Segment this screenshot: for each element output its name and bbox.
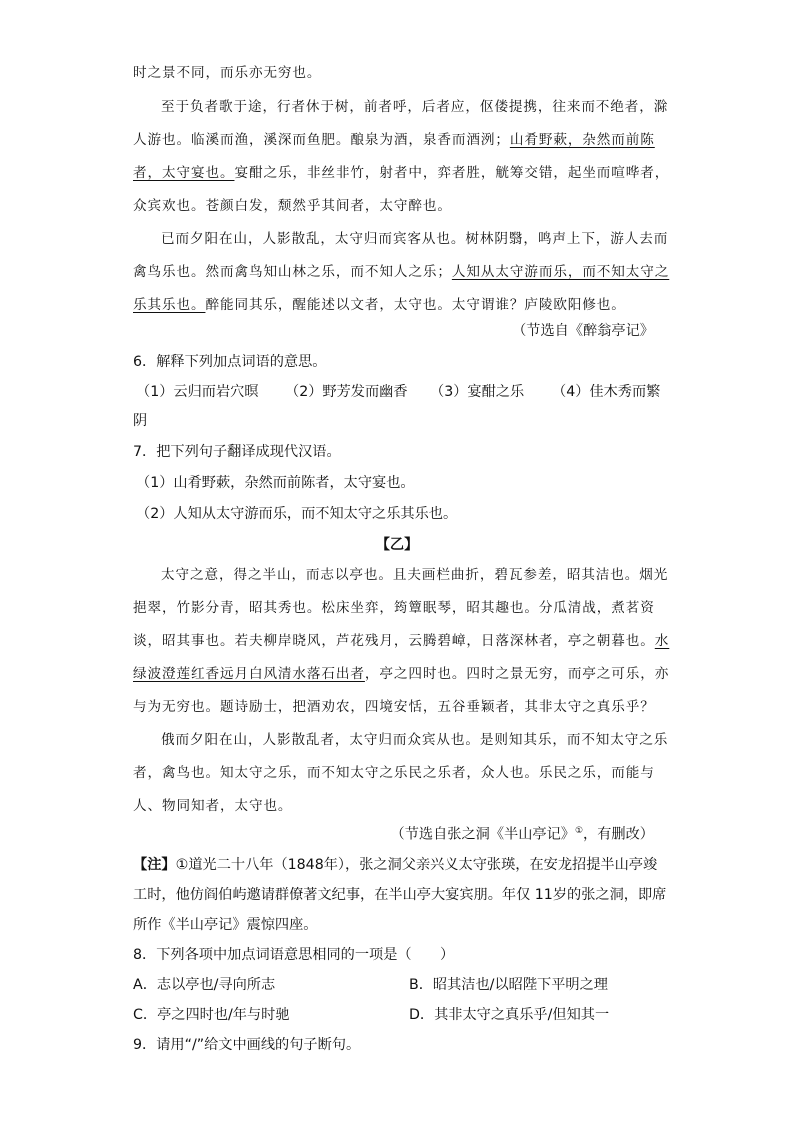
- footnote-mark: ①: [175, 857, 189, 873]
- jia-line: 已而夕阳在山，人影散乱，太守归而宾客从也。树林阴翳，鸣声上下，游人去而: [161, 231, 669, 247]
- yi-line: 俄而夕阳在山，人影散乱者，太守归而众宾从也。是则知其乐，而不知太守之乐: [161, 732, 669, 748]
- q8-option-a: A．志以亭也/寻向所志: [133, 977, 276, 993]
- jia-line: 至于负者歌于途，行者休于树，前者呼，后者应，伛偻提携，往来而不绝者，滁: [161, 99, 669, 115]
- jia-line: 禽鸟乐也。然而禽鸟知山林之乐，而不知人之乐；人知从太守游而乐，而不知太守之: [133, 264, 670, 280]
- q8-option-b: B．昭其洁也/以昭陛下平明之理: [409, 977, 608, 993]
- underlined-sentence: 山肴野蔌，杂然而前陈: [509, 132, 655, 148]
- note-label: 【注】: [133, 857, 176, 873]
- underlined-sentence: 者，太守宴也。: [133, 165, 235, 181]
- q6-item-4: （4）佳木秀而繁: [552, 384, 661, 400]
- yi-line: 与为无穷也。题诗励士，把酒劝农，四境安恬，五谷垂颖者，其非太守之真乐乎？: [133, 699, 655, 715]
- jia-line: 乐其乐也。醉能同其乐，醒能述以文者，太守也。太守谓谁？庐陵欧阳修也。: [133, 297, 626, 313]
- q8-option-c: C．亭之四时也/年与时驰: [133, 1007, 290, 1023]
- yi-source: （节选自张之洞《半山亭记》①，有删改）: [390, 826, 654, 843]
- q7-sentence-2: （2）人知从太守游而乐，而不知太守之乐其乐也。: [136, 506, 458, 522]
- q6-item-2: （2）野芳发而幽香: [285, 384, 408, 400]
- q6-item-3: （3）宴酣之乐: [430, 384, 525, 400]
- underlined-sentence: 水: [654, 633, 670, 649]
- q9-stem: 9．请用“/”给文中画线的句子断句。: [133, 1037, 361, 1053]
- note: 【注】①道光二十八年（1848年），张之洞父亲兴义太守张瑛，在安龙招提半山亭竣: [133, 857, 658, 873]
- jia-line: 人游也。临溪而渔，溪深而鱼肥。酿泉为酒，泉香而酒洌；山肴野蔌，杂然而前陈: [133, 132, 655, 148]
- q6-item-4-wrap: 阴: [133, 413, 148, 429]
- yi-line: 者，禽鸟也。知太守之乐，而不知太守之乐民之乐者，众人也。乐民之乐，而能与: [133, 765, 655, 781]
- q7-sentence-1: （1）山肴野蔌，杂然而前陈者，太守宴也。: [136, 475, 415, 491]
- yi-line: 绿波澄莲红香远月白风清水落石出者，亭之四时也。四时之景无穷，而亭之可乐，亦: [133, 666, 670, 682]
- jia-source: （节选自《醉翁亭记》: [512, 323, 654, 339]
- footnote-mark: ①: [574, 826, 584, 836]
- yi-line: 太守之意，得之半山，而志以亭也。且夫画栏曲折，碧瓦参差，昭其洁也。烟光: [161, 567, 669, 583]
- note-line: 工时，他仿阎伯屿邀请群僚著文纪事，在半山亭大宴宾朋。年仅 11岁的张之洞，即席: [133, 887, 667, 903]
- q6-item-1: （1）云归而岩穴暝: [136, 384, 259, 400]
- yi-heading: 【乙】: [375, 537, 419, 553]
- q8-option-d: D．其非太守之真乐乎/但知其一: [409, 1007, 610, 1023]
- note-line: 所作《半山亭记》震惊四座。: [133, 917, 318, 933]
- underlined-sentence: 绿波澄莲红香远月白风清水落石出者: [133, 666, 365, 682]
- q8-stem: 8．下列各项中加点词语意思相同的一项是（ ）: [133, 947, 455, 963]
- yi-line: 挹翠，竹影分青，昭其秀也。松床坐弈，筠簟眠琴，昭其趣也。分瓜清战，煮茗资: [133, 600, 655, 616]
- yi-line: 人、物同知者，太守也。: [133, 798, 293, 814]
- jia-line: 众宾欢也。苍颜白发，颓然乎其间者，太守醉也。: [133, 198, 452, 214]
- q6-stem: 6．解释下列加点词语的意思。: [133, 354, 327, 370]
- q7-stem: 7．把下列句子翻译成现代汉语。: [133, 444, 341, 460]
- jia-line: 时之景不同，而乐亦无穷也。: [133, 65, 322, 81]
- underlined-sentence: 乐其乐也。: [133, 297, 206, 313]
- jia-line: 者，太守宴也。宴酣之乐，非丝非竹，射者中，弈者胜，觥筹交错，起坐而喧哗者，: [133, 165, 670, 181]
- yi-line: 谈，昭其事也。若夫柳岸晓风，芦花残月，云腾碧嶂，日落深林者，亭之朝暮也。水: [133, 633, 670, 649]
- underlined-sentence: 人知从太守游而乐，而不知太守之: [451, 264, 670, 280]
